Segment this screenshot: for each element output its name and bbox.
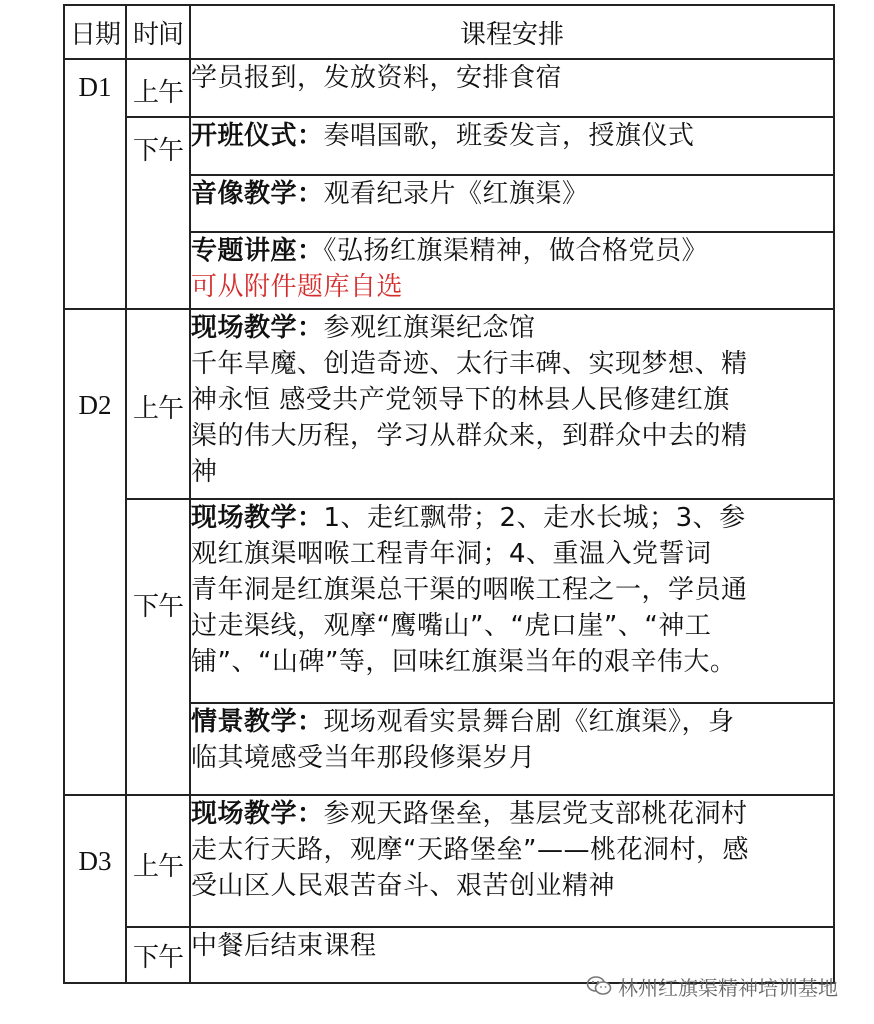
header-time: 时间 [126, 5, 190, 59]
table-row [64, 117, 834, 175]
day-label: D1 [78, 72, 112, 102]
session-text: 中餐后结束课程 [191, 931, 377, 961]
time-cell [126, 59, 190, 117]
session-text: 1、走红飘带；2、走水长城；3、参 [323, 503, 746, 533]
session-line: 走太行天路，观摩“天路堡垒”——桃花洞村，感 [191, 835, 749, 865]
session-lead: 现场教学： [191, 503, 324, 533]
session-lead: 现场教学： [191, 313, 324, 343]
wechat-icon [586, 975, 612, 997]
day-cell [64, 309, 126, 795]
session-line: 千年旱魔、创造奇迹、太行丰碑、实现梦想、精 [191, 349, 748, 379]
time-label: 下午 [132, 943, 183, 973]
session-lead: 音像教学： [191, 179, 324, 209]
session-cell [190, 232, 834, 309]
session-text: 观看纪录片《红旗渠》 [323, 179, 589, 209]
day-cell [64, 59, 126, 309]
table-row [64, 499, 834, 703]
time-cell [126, 499, 190, 795]
session-cell [190, 175, 834, 232]
session-line: 青年洞是红旗渠总干渠的咽喉工程之一，学员通 [191, 575, 748, 605]
table-row [64, 59, 834, 117]
watermark-text: 林州红旗渠精神培训基地 [618, 975, 838, 1000]
session-line: 过走渠线，观摩“鹰嘴山”、“虎口崖”、“神工 [191, 611, 712, 641]
table-row [64, 795, 834, 927]
session-lead: 情景教学： [191, 707, 324, 737]
schedule-table [63, 4, 835, 984]
session-line: 观红旗渠咽喉工程青年洞；4、重温入党誓词 [191, 539, 712, 569]
session-line: 神永恒 感受共产党领导下的林县人民修建红旗 [191, 385, 730, 415]
session-text: 《弘扬红旗渠精神，做合格党员》 [323, 236, 709, 266]
watermark [586, 972, 838, 1000]
header-date: 日期 [64, 5, 126, 59]
time-cell [126, 927, 190, 983]
session-cell [190, 309, 834, 499]
session-cell [190, 795, 834, 927]
session-line: 渠的伟大历程，学习从群众来，到群众中去的精 [191, 421, 748, 451]
day-label: D2 [78, 390, 112, 420]
header-content: 课程安排 [190, 5, 834, 59]
session-lead: 开班仪式： [191, 121, 324, 151]
time-cell [126, 795, 190, 927]
session-lead: 现场教学： [191, 799, 324, 829]
session-lead: 专题讲座： [191, 236, 324, 266]
session-note: 可从附件题库自选 [191, 272, 404, 302]
time-label: 下午 [132, 136, 183, 166]
session-text: 奏唱国歌，班委发言，授旗仪式 [323, 121, 695, 151]
session-text: 现场观看实景舞台剧《红旗渠》，身 [323, 707, 735, 737]
session-cell [190, 117, 834, 175]
time-label: 上午 [132, 78, 183, 108]
session-cell [190, 59, 834, 117]
session-cell [190, 499, 834, 703]
time-label: 上午 [132, 394, 183, 424]
session-text: 学员报到，发放资料，安排食宿 [191, 63, 563, 93]
session-text: 参观天路堡垒，基层党支部桃花洞村 [323, 799, 748, 829]
time-cell [126, 117, 190, 309]
time-cell [126, 309, 190, 499]
session-line: 铺”、“山碑”等，回味红旗渠当年的艰辛伟大。 [191, 647, 737, 677]
session-cell [190, 703, 834, 795]
session-line: 受山区人民艰苦奋斗、艰苦创业精神 [191, 871, 616, 901]
session-line: 神 [191, 457, 218, 487]
table-row [64, 309, 834, 499]
time-label: 下午 [132, 592, 183, 622]
time-label: 上午 [132, 852, 183, 882]
session-line: 临其境感受当年那段修渠岁月 [191, 743, 536, 773]
day-label: D3 [78, 846, 112, 876]
day-cell [64, 795, 126, 983]
header-row [64, 5, 834, 59]
session-text: 参观红旗渠纪念馆 [323, 313, 536, 343]
